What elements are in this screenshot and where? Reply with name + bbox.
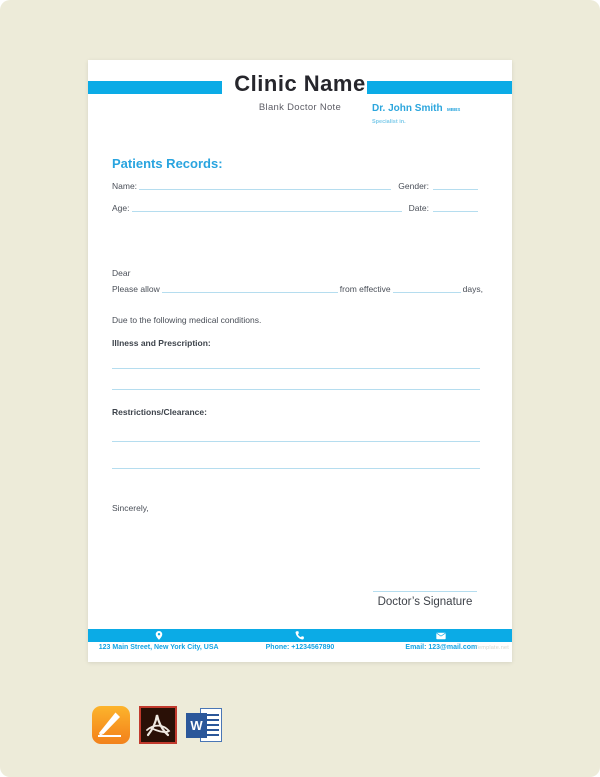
- please-allow-row: [112, 284, 483, 294]
- doctor-degree: MBBS: [447, 107, 461, 112]
- due-to-text: Due to the following medical conditions.: [112, 315, 262, 325]
- location-pin-icon: [88, 629, 229, 642]
- doctors-signature-label: Doctor’s Signature: [377, 596, 473, 608]
- name-field-line: [139, 181, 391, 190]
- adobe-acrobat-pdf-icon[interactable]: [139, 706, 177, 744]
- signature-block: [373, 591, 477, 608]
- footer-bar: [88, 629, 512, 642]
- duration-field-line: [162, 284, 338, 293]
- document-subtitle: Blank Doctor Note: [258, 102, 342, 113]
- email-icon: [371, 629, 512, 642]
- apple-pages-icon[interactable]: [92, 706, 130, 744]
- phone-icon: [229, 629, 370, 642]
- days-text: days,: [462, 284, 483, 294]
- restrictions-line-1: [112, 441, 480, 442]
- section-title-patients-records: Patients Records:: [112, 156, 223, 171]
- name-label: Name:: [112, 181, 138, 191]
- illness-line-1: [112, 368, 480, 369]
- illness-line-2: [112, 389, 480, 390]
- illness-prescription-label: Illness and Prescription:: [112, 338, 211, 348]
- age-field-line: [132, 203, 402, 212]
- clinic-name: Clinic Name: [234, 71, 366, 96]
- date-field-line: [433, 203, 478, 212]
- form-row-name-gender: [112, 181, 478, 191]
- file-format-options: [92, 706, 224, 744]
- footer-address: 123 Main Street, New York City, USA: [98, 644, 219, 651]
- restrictions-line-2: [112, 468, 480, 469]
- please-allow-text: Please allow: [112, 284, 160, 294]
- doctor-name: Dr. John Smith: [372, 103, 443, 114]
- signature-line: [373, 591, 477, 592]
- footer-email: Email: 123@mail.com: [405, 644, 478, 651]
- template-watermark: Template.net: [475, 645, 509, 651]
- closing-text: Sincerely,: [112, 503, 149, 513]
- effective-date-field-line: [393, 284, 461, 293]
- from-effective-text: from effective: [339, 284, 391, 294]
- word-w-letter: W: [186, 713, 207, 738]
- gender-field-line: [433, 181, 478, 190]
- restrictions-clearance-label: Restrictions/Clearance:: [112, 407, 207, 417]
- doctor-specialty: Specialist in.: [372, 119, 406, 125]
- footer-phone: Phone: +1234567890: [265, 644, 335, 651]
- footer-contact-row: [88, 644, 512, 651]
- date-label: Date:: [408, 203, 429, 213]
- gender-label: Gender:: [398, 181, 429, 191]
- form-row-age-date: [112, 203, 478, 213]
- doctor-note-page: [88, 60, 512, 662]
- doctor-info: [372, 98, 460, 125]
- microsoft-word-icon[interactable]: [186, 706, 224, 744]
- salutation: Dear: [112, 268, 131, 278]
- age-label: Age:: [112, 203, 130, 213]
